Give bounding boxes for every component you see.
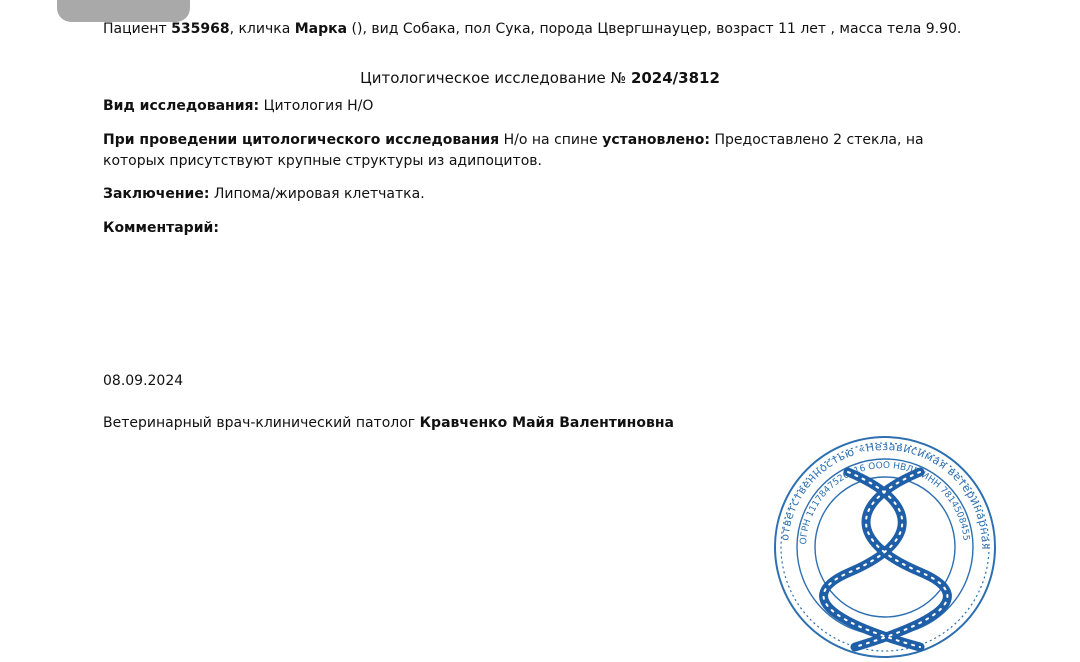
stamp-inner-text: ОГРН 1117847526816 ООО НВЛП ИНН 7814508455 (798, 460, 971, 545)
study-type-label: Вид исследования: (103, 98, 260, 114)
patient-details: (), вид Собака, пол Сука, порода Цвергшнауцер, возраст 11 лет , масса тела 9.90. (351, 21, 962, 37)
stamp-outer-text: ответственностью «Независимая ветеринарная (778, 440, 993, 550)
conclusion-label: Заключение: (103, 186, 210, 202)
conclusion-line (103, 184, 425, 204)
findings-label: При проведении цитологического исследования (103, 132, 500, 148)
patient-nickname-label: , кличка (229, 21, 291, 37)
findings-value: Предоставлено 2 стекла, на которых присутствуют крупные структуры из адипоцитов. (103, 132, 924, 169)
findings-label-established: установлено: (602, 132, 711, 148)
report-date: 08.09.2024 (103, 373, 184, 389)
signature-role: Ветеринарный врач-клинический патолог (103, 415, 416, 431)
study-type-line (103, 96, 373, 116)
title-text: Цитологическое исследование № (360, 69, 627, 87)
comment-line (103, 218, 219, 238)
dna-helix-icon (824, 472, 948, 647)
title-number: 2024/3812 (630, 69, 720, 87)
patient-nickname: Марка (294, 21, 348, 37)
study-type-value: Цитология Н/О (263, 98, 374, 114)
findings-location: Н/о на спине (503, 132, 598, 148)
comment-label: Комментарий: (103, 220, 219, 236)
findings-paragraph (103, 130, 983, 172)
patient-info-line (103, 19, 961, 39)
signature-line (103, 413, 674, 433)
document-title (0, 67, 1080, 89)
organization-stamp (770, 432, 1000, 662)
conclusion-value: Липома/жировая клетчатка. (213, 186, 425, 202)
patient-id: 535968 (171, 21, 230, 37)
signature-name: Кравченко Майя Валентиновна (419, 415, 674, 431)
patient-prefix: Пациент (103, 21, 167, 37)
